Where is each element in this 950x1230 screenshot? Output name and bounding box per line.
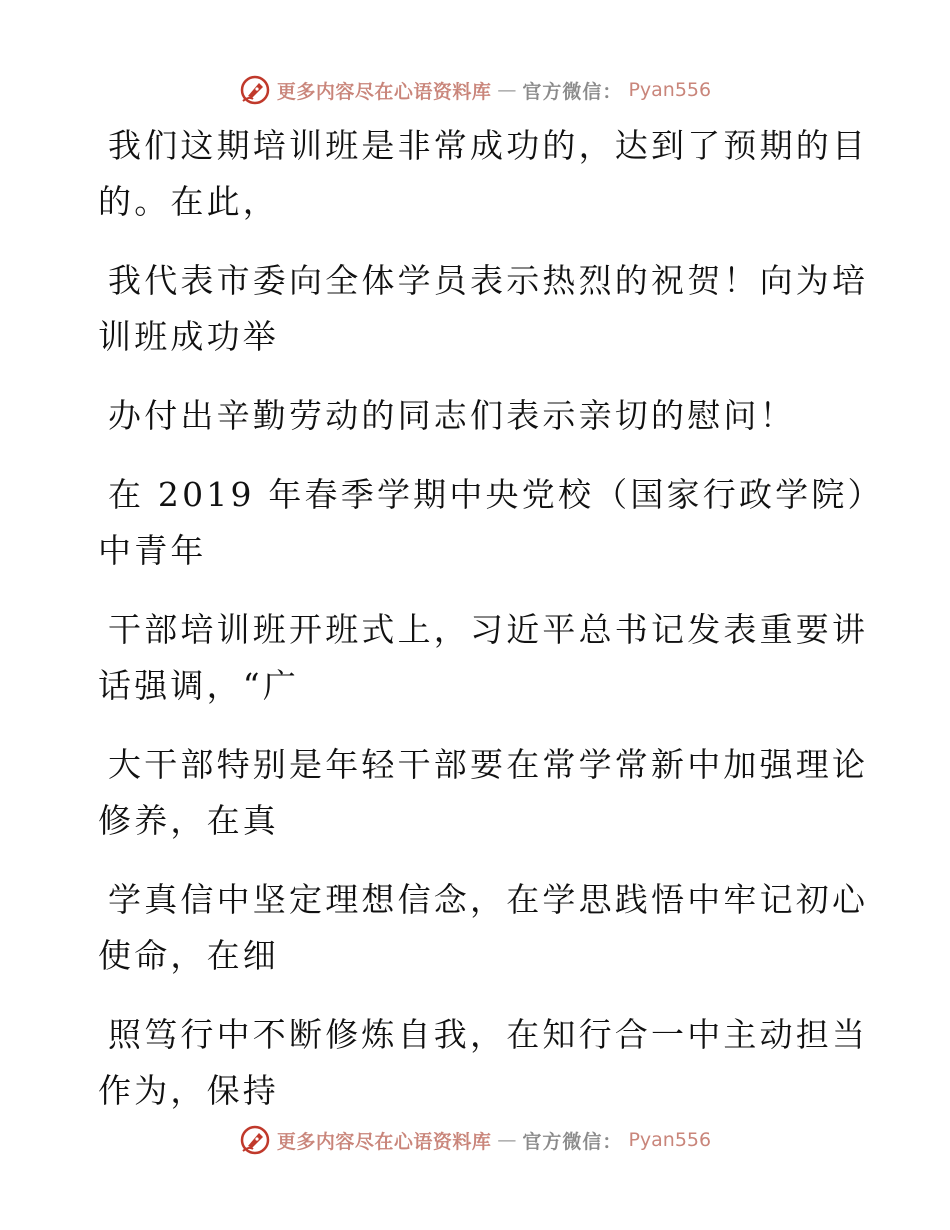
pen-nib-logo-icon xyxy=(239,74,271,106)
pen-nib-logo-icon xyxy=(239,1124,271,1156)
banner-main-text: 更多内容尽在心语资料库 xyxy=(276,1130,492,1153)
text-line: 使命，在细 xyxy=(98,936,279,975)
text-line: 办付出辛勤劳动的同志们表示亲切的慰问！ xyxy=(108,396,796,435)
banner-wechat-label: 官方微信： xyxy=(522,80,623,103)
banner-dash: — xyxy=(497,79,517,101)
text-line: 我们这期培训班是非常成功的，达到了预期的目 xyxy=(108,126,869,165)
banner-dash: — xyxy=(497,1129,517,1151)
text-line: 的。在此， xyxy=(98,182,279,221)
footer-watermark-banner xyxy=(0,1120,950,1160)
banner-wechat-label: 官方微信： xyxy=(522,1130,623,1153)
document-body xyxy=(98,118,884,1119)
header-watermark-banner xyxy=(0,70,950,110)
text-line: 照笃行中不断修炼自我，在知行合一中主动担当 xyxy=(108,1015,869,1054)
banner-wechat-id: Pyan556 xyxy=(628,79,712,101)
banner-wechat-id: Pyan556 xyxy=(628,1129,712,1151)
banner-main-text: 更多内容尽在心语资料库 xyxy=(276,80,492,103)
text-line: 学真信中坚定理想信念，在学思践悟中牢记初心 xyxy=(108,880,869,919)
text-line: 在 2019 年春季学期中央党校（国家行政学院） xyxy=(108,475,884,514)
text-line: 训班成功举 xyxy=(98,317,279,356)
text-line: 话强调，“广 xyxy=(98,666,300,705)
text-line: 干部培训班开班式上，习近平总书记发表重要讲 xyxy=(108,610,869,649)
text-line: 我代表市委向全体学员表示热烈的祝贺！向为培 xyxy=(108,261,869,300)
text-line: 中青年 xyxy=(98,531,207,570)
text-line: 作为，保持 xyxy=(98,1071,279,1110)
text-line: 修养，在真 xyxy=(98,801,279,840)
text-line: 大干部特别是年轻干部要在常学常新中加强理论 xyxy=(108,745,869,784)
